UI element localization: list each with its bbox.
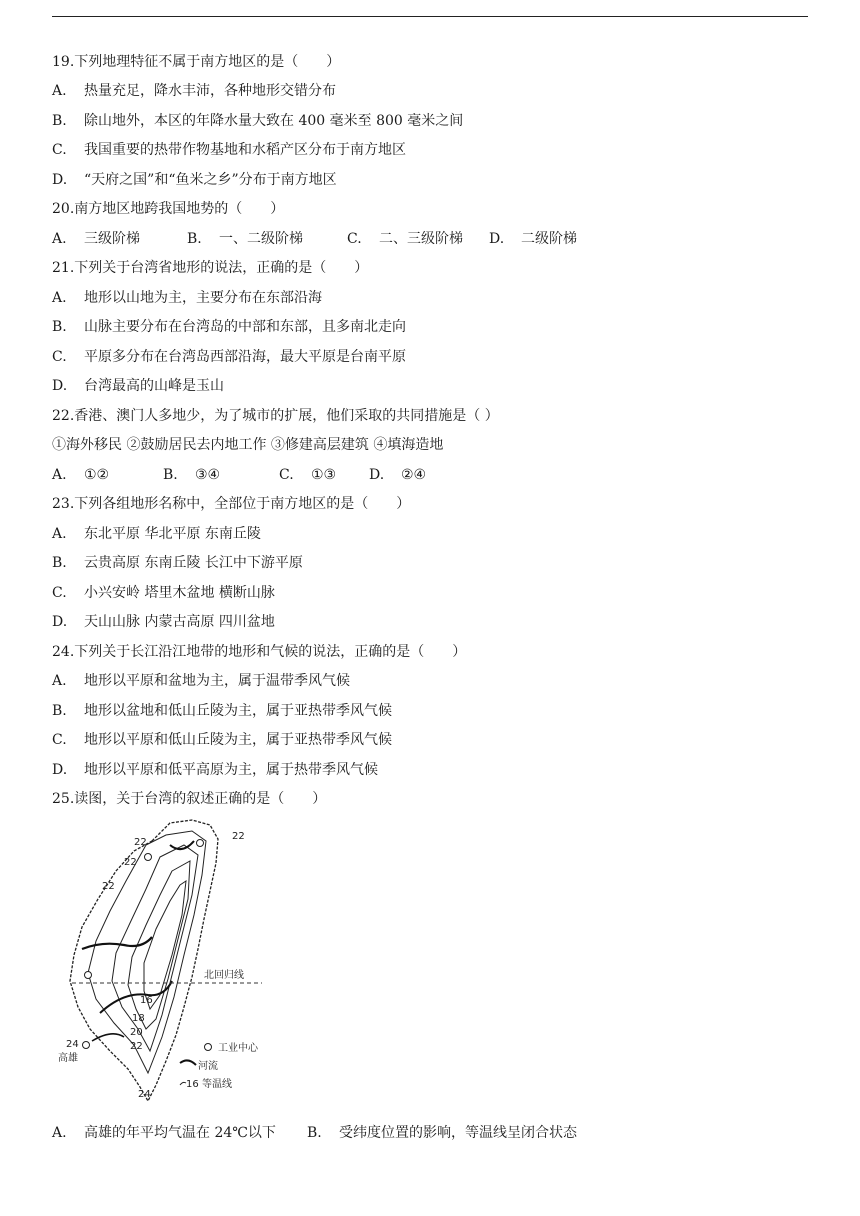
option-label: C. [52, 142, 67, 158]
question-23-option-d[interactable] [52, 613, 275, 631]
question-24-option-a[interactable] [52, 672, 350, 690]
option-text: 东北平原 华北平原 东南丘陵 [84, 526, 261, 542]
option-label: B. [307, 1125, 322, 1141]
isotherm-label: 20 [130, 1027, 143, 1038]
question-22-option-a[interactable] [52, 466, 163, 484]
option-text: ③④ [195, 467, 221, 483]
question-24-option-d[interactable] [52, 761, 378, 779]
option-text: 平原多分布在台湾岛西部沿海，最大平原是台南平原 [84, 349, 406, 365]
option-text: 热量充足，降水丰沛，各种地形交错分布 [84, 83, 336, 99]
question-19-option-b[interactable] [52, 112, 463, 130]
option-label: A. [52, 290, 67, 306]
river-central [82, 937, 152, 949]
question-19-option-c[interactable] [52, 141, 406, 159]
question-20-option-c[interactable] [347, 230, 489, 248]
option-text: 天山山脉 内蒙古高原 四川盆地 [84, 614, 275, 630]
question-22-stem: 22.香港、澳门人多地少，为了城市的扩展，他们采取的共同措施是（ ） [52, 408, 499, 424]
question-22-option-d[interactable] [369, 466, 426, 484]
option-text: ②④ [401, 467, 427, 483]
isotherm-label: 22 [130, 1041, 143, 1052]
option-label: A. [52, 1125, 67, 1141]
option-text: 地形以平原和低山丘陵为主，属于亚热带季风气候 [84, 732, 392, 748]
option-label: A. [52, 526, 67, 542]
question-23-option-b[interactable] [52, 554, 303, 572]
question-19-stem: 19.下列地理特征不属于南方地区的是（ ） [52, 54, 341, 70]
option-text: ①③ [311, 467, 337, 483]
question-22-options [52, 466, 426, 484]
option-text: 二、三级阶梯 [379, 231, 463, 247]
question-22-items: ①海外移民 ②鼓励居民去内地工作 ③修建高层建筑 ④填海造地 [52, 437, 444, 453]
option-label: C. [52, 585, 67, 601]
question-20-option-a[interactable] [52, 230, 187, 248]
option-label: A. [52, 467, 67, 483]
legend-river-icon [180, 1060, 196, 1065]
isotherm-label: 22 [102, 881, 115, 892]
option-text: 小兴安岭 塔里木盆地 横断山脉 [84, 585, 275, 601]
option-label: A. [52, 673, 67, 689]
option-text: 二级阶梯 [521, 231, 577, 247]
industrial-center-marker [197, 840, 204, 847]
river-north [170, 841, 194, 849]
option-text: 山脉主要分布在台湾岛的中部和东部，且多南北走向 [84, 319, 406, 335]
option-label: A. [52, 83, 67, 99]
option-label: B. [163, 467, 178, 483]
question-20-option-b[interactable] [187, 230, 347, 248]
question-19-option-a[interactable] [52, 82, 336, 100]
option-label: D. [52, 378, 68, 394]
question-20-options [52, 230, 577, 248]
option-label: B. [52, 703, 67, 719]
island-outline [70, 820, 218, 1101]
industrial-center-marker [85, 972, 92, 979]
option-text: 一、二级阶梯 [219, 231, 303, 247]
question-25-options [52, 1124, 577, 1142]
industrial-center-marker [83, 1042, 90, 1049]
legend-industrial-label: 工业中心 [218, 1043, 258, 1054]
option-text: 地形以山地为主，主要分布在东部沿海 [84, 290, 322, 306]
question-21-option-d[interactable] [52, 377, 224, 395]
option-label: D. [52, 762, 68, 778]
option-text: 地形以盆地和低山丘陵为主，属于亚热带季风气候 [84, 703, 392, 719]
isotherm-label: 22 [134, 837, 147, 848]
option-text: 高雄的年平均气温在 24℃以下 [84, 1125, 276, 1141]
question-19-option-d[interactable] [52, 171, 337, 189]
option-label: B. [52, 319, 67, 335]
map-legend [180, 1041, 259, 1090]
question-23-option-a[interactable] [52, 525, 261, 543]
tropic-label: 北回归线 [204, 970, 244, 981]
option-label: D. [369, 467, 385, 483]
option-label: D. [52, 172, 68, 188]
question-23-stem: 23.下列各组地形名称中，全部位于南方地区的是（ ） [52, 496, 411, 512]
question-25-option-b[interactable] [307, 1124, 577, 1142]
option-text: 我国重要的热带作物基地和水稻产区分布于南方地区 [84, 142, 406, 158]
option-label: C. [347, 231, 362, 247]
question-24-option-b[interactable] [52, 702, 392, 720]
option-text: 云贵高原 东南丘陵 长江中下游平原 [84, 555, 303, 571]
option-text: 台湾最高的山峰是玉山 [84, 378, 224, 394]
legend-industrial-icon [205, 1044, 212, 1051]
option-label: A. [52, 231, 67, 247]
question-25-option-a[interactable] [52, 1124, 307, 1142]
question-24-option-c[interactable] [52, 731, 392, 749]
isotherm-label: 22 [124, 857, 137, 868]
option-label: C. [52, 349, 67, 365]
taiwan-isotherm-map [52, 815, 288, 1111]
option-label: B. [52, 555, 67, 571]
question-24-stem: 24.下列关于长江沿江地带的地形和气候的说法，正确的是（ ） [52, 644, 467, 660]
option-text: 地形以平原和盆地为主，属于温带季风气候 [84, 673, 350, 689]
question-21-stem: 21.下列关于台湾省地形的说法，正确的是（ ） [52, 260, 369, 276]
option-label: D. [52, 614, 68, 630]
city-label-kaohsiung: 高雄 [58, 1053, 78, 1064]
option-label: D. [489, 231, 505, 247]
isotherm-label: 24 [138, 1089, 151, 1100]
option-text: 受纬度位置的影响，等温线呈闭合状态 [339, 1125, 577, 1141]
question-21-option-b[interactable] [52, 318, 406, 336]
option-label: B. [187, 231, 202, 247]
option-label: C. [279, 467, 294, 483]
question-22-option-b[interactable] [163, 466, 279, 484]
legend-isotherm-label: 等温线 [202, 1079, 232, 1090]
question-21-option-c[interactable] [52, 348, 406, 366]
option-text: ①② [84, 467, 110, 483]
isotherm-label: 24 [66, 1039, 79, 1050]
isotherm-label: 16 [140, 995, 153, 1006]
option-label: B. [52, 113, 67, 129]
option-text: 地形以平原和低平高原为主，属于热带季风气候 [84, 762, 378, 778]
question-21-option-a[interactable] [52, 289, 322, 307]
isotherm-22-outer [88, 831, 206, 1073]
question-23-option-c[interactable] [52, 584, 275, 602]
option-text: “天府之国”和“鱼米之乡”分布于南方地区 [84, 172, 337, 188]
isotherm-label: 22 [232, 831, 245, 842]
header-rule [52, 16, 808, 17]
question-25-stem: 25.读图，关于台湾的叙述正确的是（ ） [52, 791, 327, 807]
legend-isotherm-sample: 16 [186, 1079, 199, 1090]
option-text: 除山地外，本区的年降水量大致在 400 毫米至 800 毫米之间 [84, 113, 464, 129]
question-20-option-d[interactable] [489, 230, 577, 248]
question-20-stem: 20.南方地区地跨我国地势的（ ） [52, 201, 285, 217]
industrial-center-marker [145, 854, 152, 861]
option-text: 三级阶梯 [84, 231, 140, 247]
option-label: C. [52, 732, 67, 748]
isotherm-label: 18 [132, 1013, 145, 1024]
legend-river-label: 河流 [198, 1061, 218, 1072]
question-22-option-c[interactable] [279, 466, 369, 484]
